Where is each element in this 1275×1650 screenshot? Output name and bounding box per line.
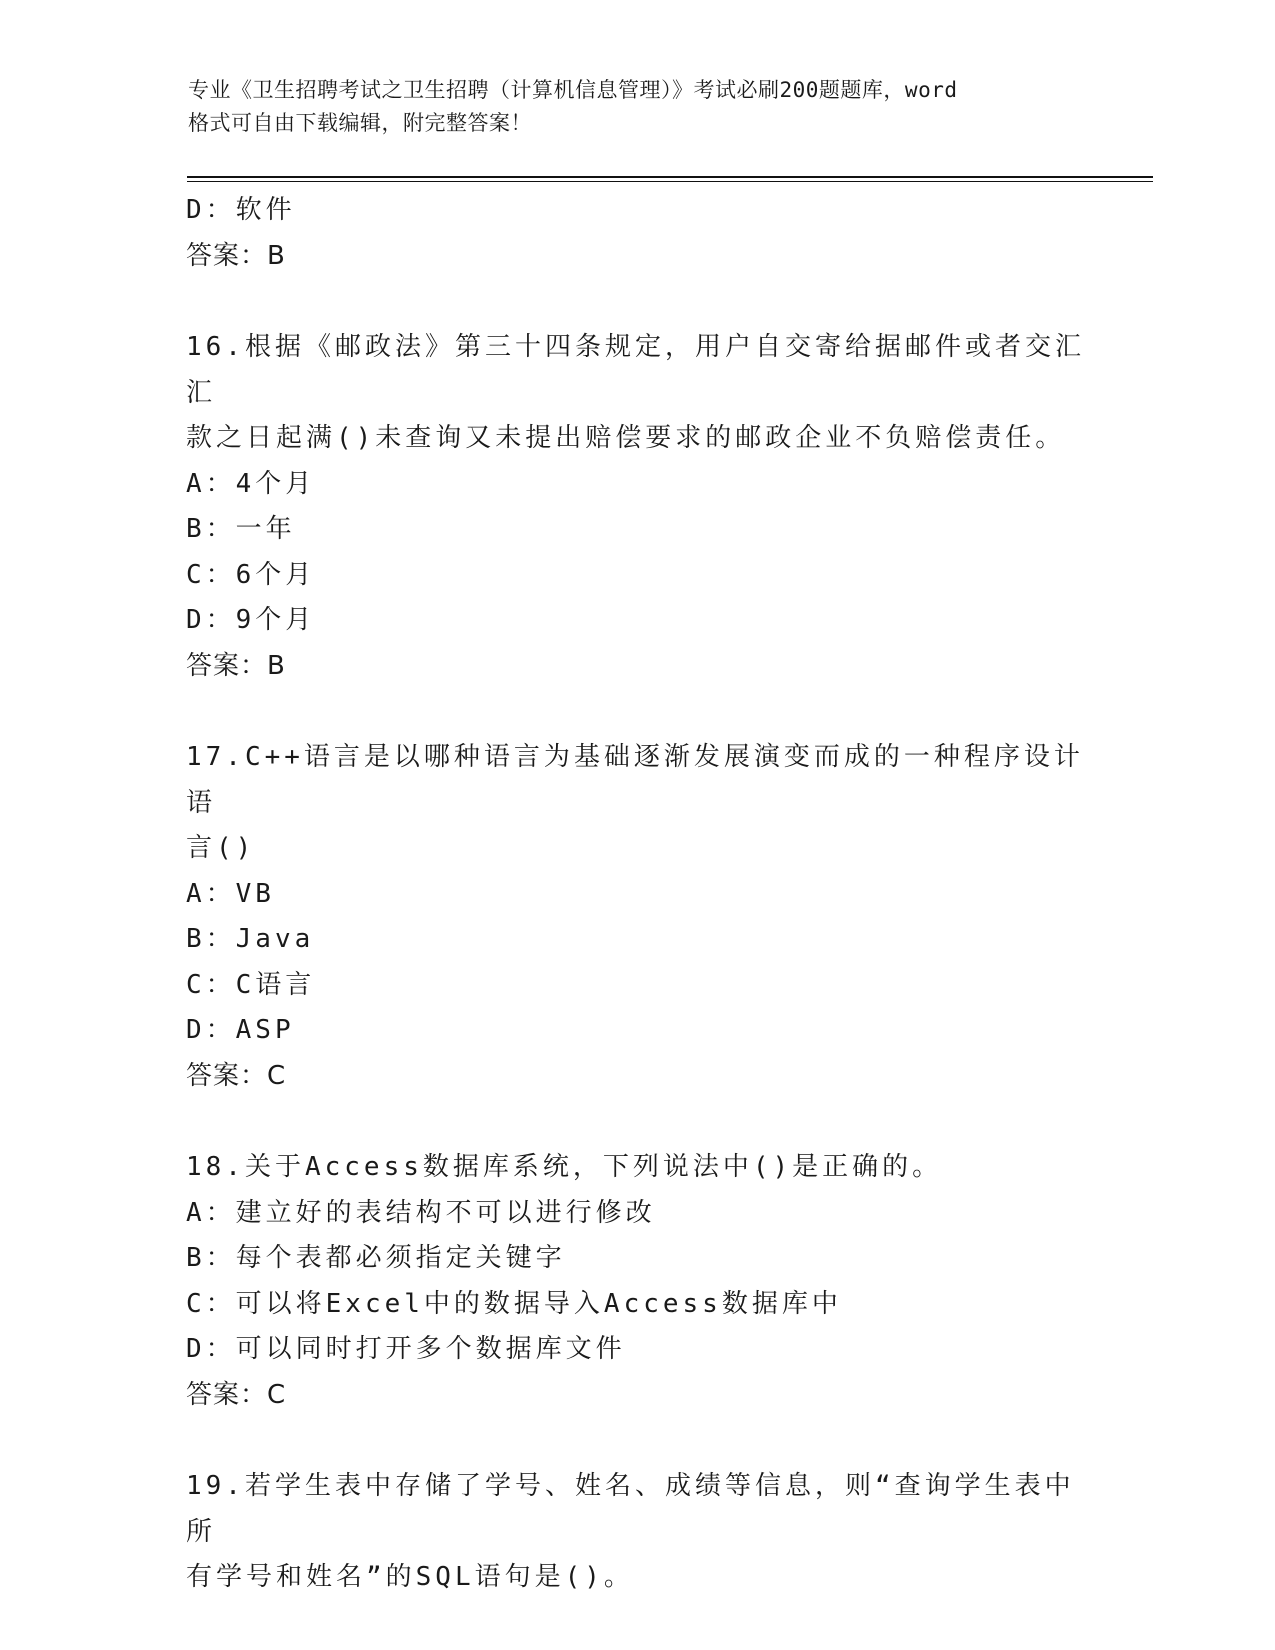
answer: 答案：C [186, 1379, 287, 1410]
option-d: D：9个月 [186, 605, 316, 635]
option-a: A：VB [186, 878, 275, 909]
spacer [186, 689, 1086, 735]
question-content [186, 188, 1086, 1601]
option-b: B：每个表都必须指定关键字 [186, 1243, 566, 1273]
question-stem-line: 有学号和姓名”的SQL语句是()。 [186, 1562, 634, 1592]
option-c: C：C语言 [186, 969, 316, 1000]
option-c: C：可以将Excel中的数据导入Access数据库中 [186, 1288, 842, 1319]
question-16 [186, 325, 1086, 689]
question-stem-line: 17.C++语言是以哪种语言为基础逐渐发展演变而成的一种程序设计语 [186, 742, 1084, 818]
page-header [188, 74, 1108, 140]
question-19 [186, 1464, 1086, 1601]
question-stem-line: 言() [186, 833, 256, 863]
spacer [186, 1418, 1086, 1464]
option-d: D：ASP [186, 1015, 295, 1045]
option-b: B：一年 [186, 514, 296, 544]
answer: 答案：C [186, 1060, 287, 1091]
question-stem-line: 19.若学生表中存储了学号、姓名、成绩等信息，则“查询学生表中所 [186, 1471, 1075, 1547]
header-divider-thick [187, 176, 1153, 178]
header-line-1: 专业《卫生招聘考试之卫生招聘（计算机信息管理）》考试必刷200题题库，word [188, 78, 958, 102]
prev-option-d: D：软件 [186, 195, 296, 225]
header-line-2: 格式可自由下载编辑，附完整答案！ [188, 111, 532, 135]
option-d: D：可以同时打开多个数据库文件 [186, 1334, 626, 1364]
option-a: A：4个月 [186, 468, 316, 499]
answer: 答案：B [186, 650, 286, 681]
prev-answer: 答案：B [186, 240, 286, 271]
question-stem-line: 16.根据《邮政法》第三十四条规定，用户自交寄给据邮件或者交汇汇 [186, 332, 1085, 408]
option-c: C：6个月 [186, 559, 316, 590]
question-18 [186, 1145, 1086, 1418]
option-b: B：Java [186, 924, 315, 954]
question-stem-line: 18.关于Access数据库系统，下列说法中()是正确的。 [186, 1152, 943, 1182]
question-stem-line: 款之日起满()未查询又未提出赔偿要求的邮政企业不负赔偿责任。 [186, 423, 1066, 453]
option-a: A：建立好的表结构不可以进行修改 [186, 1197, 656, 1228]
question-17 [186, 735, 1086, 1099]
header-divider-thin [187, 181, 1153, 182]
spacer [186, 279, 1086, 325]
spacer [186, 1099, 1086, 1145]
